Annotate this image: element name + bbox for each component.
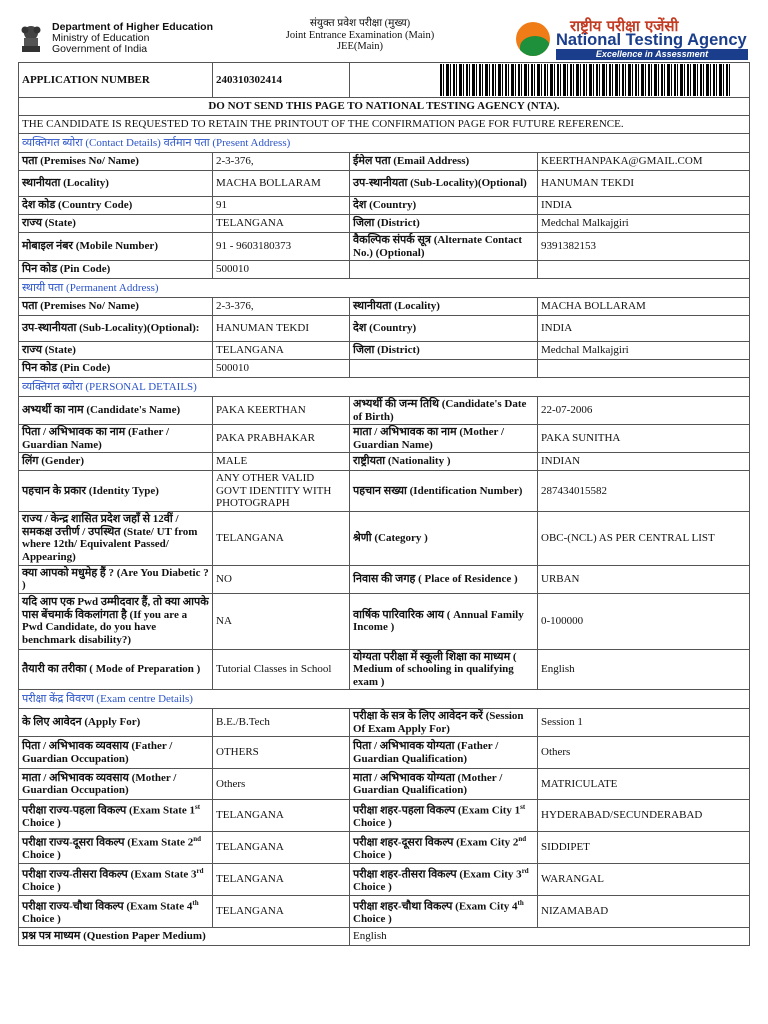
field-value: MALE	[213, 453, 350, 471]
confirmation-table	[18, 62, 750, 946]
field-value: 91 - 9603180373	[213, 233, 350, 261]
field-value: 91	[213, 197, 350, 215]
section-heading-permanent: स्थायी पता (Permanent Address)	[19, 279, 750, 298]
nta-name-english: National Testing Agency	[556, 31, 747, 49]
field-value: HYDERABAD/SECUNDERABAD	[538, 800, 750, 832]
field-label: के लिए आवेदन (Apply For)	[19, 709, 213, 737]
field-label: राज्य / केन्द्र शासित प्रदेश जहाँ से 12वीं / समकक्ष उत्तीर्ण / उपस्थित (State/ UT from where 12th/ Equivalent Passed/ Appearing)	[19, 511, 213, 565]
field-label: पता (Premises No/ Name)	[19, 298, 213, 316]
field-value: English	[538, 649, 750, 690]
exam-title-short: JEE(Main)	[336, 41, 384, 52]
field-value	[538, 261, 750, 279]
field-value: INDIA	[538, 197, 750, 215]
field-label: माता / अभिभावक योग्यता (Mother / Guardian Qualification)	[350, 769, 538, 800]
table-row	[19, 425, 750, 453]
table-row	[19, 360, 750, 378]
field-value: Others	[538, 737, 750, 769]
field-label: उप-स्थानीयता (Sub-Locality)(Optional):	[19, 316, 213, 342]
field-label: क्या आपको मधुमेह हैं ? (Are You Diabetic ? )	[19, 565, 213, 593]
nta-logo	[516, 16, 748, 58]
field-label: देश (Country)	[350, 197, 538, 215]
field-value: B.E./B.Tech	[213, 709, 350, 737]
field-value: URBAN	[538, 565, 750, 593]
field-value: NO	[213, 565, 350, 593]
ministry-name: Ministry of Education	[52, 32, 150, 44]
field-label: वार्षिक पारिवारिक आय ( Annual Family Income )	[350, 593, 538, 649]
field-label: ईमेल पता (Email Address)	[350, 153, 538, 171]
department-block	[52, 22, 213, 55]
application-number-value: 240310302414	[213, 63, 350, 98]
field-label: जिला (District)	[350, 215, 538, 233]
field-value: 287434015582	[538, 471, 750, 512]
exam-title-hindi: संयुक्त प्रवेश परीक्षा (मुख्य)	[309, 18, 411, 29]
field-label: पिन कोड (Pin Code)	[19, 360, 213, 378]
field-value: MATRICULATE	[538, 769, 750, 800]
field-value: Session 1	[538, 709, 750, 737]
field-label: परीक्षा शहर-चौथा विकल्प (Exam City 4th Choice )	[350, 896, 538, 928]
field-label: तैयारी का तरीका ( Mode of Preparation )	[19, 649, 213, 690]
field-label: श्रेणी (Category )	[350, 511, 538, 565]
field-value: WARANGAL	[538, 864, 750, 896]
field-value: HANUMAN TEKDI	[213, 316, 350, 342]
field-label: परीक्षा शहर-पहला विकल्प (Exam City 1st Choice )	[350, 800, 538, 832]
field-value: 500010	[213, 261, 350, 279]
retain-notice: THE CANDIDATE IS REQUESTED TO RETAIN THE PRINTOUT OF THE CONFIRMATION PAGE FOR FUTURE REFERENCE.	[19, 116, 750, 134]
table-row	[19, 261, 750, 279]
field-label: मोबाइल नंबर (Mobile Number)	[19, 233, 213, 261]
application-row	[19, 63, 750, 98]
exam-title-block	[250, 18, 470, 53]
field-value: TELANGANA	[213, 511, 350, 565]
table-row	[19, 453, 750, 471]
field-value: Tutorial Classes in School	[213, 649, 350, 690]
table-row	[19, 298, 750, 316]
question-paper-medium-row	[19, 928, 750, 946]
table-row	[19, 832, 750, 864]
table-row	[19, 800, 750, 832]
table-row	[19, 896, 750, 928]
field-label: पहचान के प्रकार (Identity Type)	[19, 471, 213, 512]
field-value: ANY OTHER VALID GOVT IDENTITY WITH PHOTOGRAPH	[213, 471, 350, 512]
field-label: परीक्षा राज्य-चौथा विकल्प (Exam State 4th Choice )	[19, 896, 213, 928]
table-row	[19, 215, 750, 233]
dept-title: Department of Higher Education	[52, 21, 214, 33]
field-value: 500010	[213, 360, 350, 378]
table-row	[19, 565, 750, 593]
field-value: 2-3-376,	[213, 298, 350, 316]
section-heading-contact: व्यक्तिगत ब्योरा (Contact Details) वर्तमान पता (Present Address)	[19, 134, 750, 153]
field-label: स्थानीयता (Locality)	[19, 171, 213, 197]
field-value: Medchal Malkajgiri	[538, 342, 750, 360]
field-label: परीक्षा राज्य-दूसरा विकल्प (Exam State 2nd Choice )	[19, 832, 213, 864]
nta-logo-icon	[516, 22, 550, 56]
field-value	[538, 360, 750, 378]
field-value: KEERTHANPAKA@GMAIL.COM	[538, 153, 750, 171]
field-value: OTHERS	[213, 737, 350, 769]
table-row	[19, 511, 750, 565]
barcode-cell	[350, 63, 750, 98]
field-value: TELANGANA	[213, 800, 350, 832]
field-label: निवास की जगह ( Place of Residence )	[350, 565, 538, 593]
field-label: पिता / अभिभावक योग्यता (Father / Guardian Qualification)	[350, 737, 538, 769]
table-row	[19, 471, 750, 512]
field-label: देश (Country)	[350, 316, 538, 342]
nta-tagline: Excellence in Assessment	[556, 49, 748, 60]
table-row	[19, 397, 750, 425]
section-heading-personal: व्यक्तिगत ब्योरा (PERSONAL DETAILS)	[19, 378, 750, 397]
barcode-icon	[440, 64, 732, 96]
field-label: परीक्षा राज्य-तीसरा विकल्प (Exam State 3rd Choice )	[19, 864, 213, 896]
table-row	[19, 593, 750, 649]
field-label: परीक्षा के सत्र के लिए आवेदन करें (Session Of Exam Apply For)	[350, 709, 538, 737]
table-row	[19, 769, 750, 800]
field-label: स्थानीयता (Locality)	[350, 298, 538, 316]
field-value: TELANGANA	[213, 896, 350, 928]
do-not-send-notice: DO NOT SEND THIS PAGE TO NATIONAL TESTING AGENCY (NTA).	[19, 98, 750, 116]
field-value: NA	[213, 593, 350, 649]
field-label: परीक्षा राज्य-पहला विकल्प (Exam State 1st Choice )	[19, 800, 213, 832]
field-label: माता / अभिभावक का नाम (Mother / Guardian Name)	[350, 425, 538, 453]
field-value: NIZAMABAD	[538, 896, 750, 928]
field-value: MACHA BOLLARAM	[538, 298, 750, 316]
application-number-label: APPLICATION NUMBER	[19, 63, 213, 98]
table-row	[19, 197, 750, 215]
field-value: TELANGANA	[213, 215, 350, 233]
table-row	[19, 342, 750, 360]
field-label: राष्ट्रीयता (Nationality )	[350, 453, 538, 471]
field-value: English	[350, 928, 750, 946]
field-label: यदि आप एक Pwd उम्मीदवार हैं, तो क्या आपके पास बेंचमार्क विकलांगता है (If you are a Pwd Candidate, do you have benchmark disability?)	[19, 593, 213, 649]
table-row	[19, 864, 750, 896]
section-heading-exam-centre: परीक्षा केंद्र विवरण (Exam centre Details)	[19, 690, 750, 709]
field-label: प्रश्न पत्र माध्यम (Question Paper Medium)	[19, 928, 350, 946]
field-value: TELANGANA	[213, 864, 350, 896]
field-value: Others	[213, 769, 350, 800]
field-label: देश कोड (Country Code)	[19, 197, 213, 215]
field-label: परीक्षा शहर-दूसरा विकल्प (Exam City 2nd Choice )	[350, 832, 538, 864]
field-label	[350, 261, 538, 279]
national-emblem-icon	[18, 20, 44, 54]
table-row	[19, 171, 750, 197]
field-value: HANUMAN TEKDI	[538, 171, 750, 197]
field-label: उप-स्थानीयता (Sub-Locality)(Optional)	[350, 171, 538, 197]
table-row	[19, 737, 750, 769]
field-value: PAKA KEERTHAN	[213, 397, 350, 425]
field-label: राज्य (State)	[19, 342, 213, 360]
table-row	[19, 649, 750, 690]
exam-title-english: Joint Entrance Examination (Main)	[285, 29, 435, 41]
nta-name-hindi: राष्ट्रीय परीक्षा एजेंसी	[570, 17, 679, 35]
table-row	[19, 709, 750, 737]
field-value: 9391382153	[538, 233, 750, 261]
field-label: अभ्यर्थी का नाम (Candidate's Name)	[19, 397, 213, 425]
field-value: OBC-(NCL) AS PER CENTRAL LIST	[538, 511, 750, 565]
field-label: वैकल्पिक संपर्क सूत्र (Alternate Contact No.) (Optional)	[350, 233, 538, 261]
field-label: परीक्षा शहर-तीसरा विकल्प (Exam City 3rd Choice )	[350, 864, 538, 896]
field-label: पिन कोड (Pin Code)	[19, 261, 213, 279]
field-value: 2-3-376,	[213, 153, 350, 171]
field-label	[350, 360, 538, 378]
field-label: पता (Premises No/ Name)	[19, 153, 213, 171]
page-header	[0, 0, 768, 62]
field-value: 22-07-2006	[538, 397, 750, 425]
field-value: 0-100000	[538, 593, 750, 649]
table-row	[19, 153, 750, 171]
field-value: INDIAN	[538, 453, 750, 471]
field-label: अभ्यर्थी की जन्म तिथि (Candidate's Date of Birth)	[350, 397, 538, 425]
government-name: Government of India	[52, 43, 148, 55]
field-label: लिंग (Gender)	[19, 453, 213, 471]
table-row	[19, 316, 750, 342]
field-value: SIDDIPET	[538, 832, 750, 864]
field-label: पिता / अभिभावक का नाम (Father / Guardian Name)	[19, 425, 213, 453]
field-value: TELANGANA	[213, 342, 350, 360]
field-label: पिता / अभिभावक व्यवसाय (Father / Guardian Occupation)	[19, 737, 213, 769]
table-row	[19, 233, 750, 261]
field-value: MACHA BOLLARAM	[213, 171, 350, 197]
field-label: योग्यता परीक्षा में स्कूली शिक्षा का माध्यम ( Medium of schooling in qualifying exam )	[350, 649, 538, 690]
field-label: पहचान सख्या (Identification Number)	[350, 471, 538, 512]
field-value: Medchal Malkajgiri	[538, 215, 750, 233]
field-value: PAKA SUNITHA	[538, 425, 750, 453]
field-label: राज्य (State)	[19, 215, 213, 233]
field-value: TELANGANA	[213, 832, 350, 864]
field-label: जिला (District)	[350, 342, 538, 360]
field-value: INDIA	[538, 316, 750, 342]
field-value: PAKA PRABHAKAR	[213, 425, 350, 453]
field-label: माता / अभिभावक व्यवसाय (Mother / Guardian Occupation)	[19, 769, 213, 800]
